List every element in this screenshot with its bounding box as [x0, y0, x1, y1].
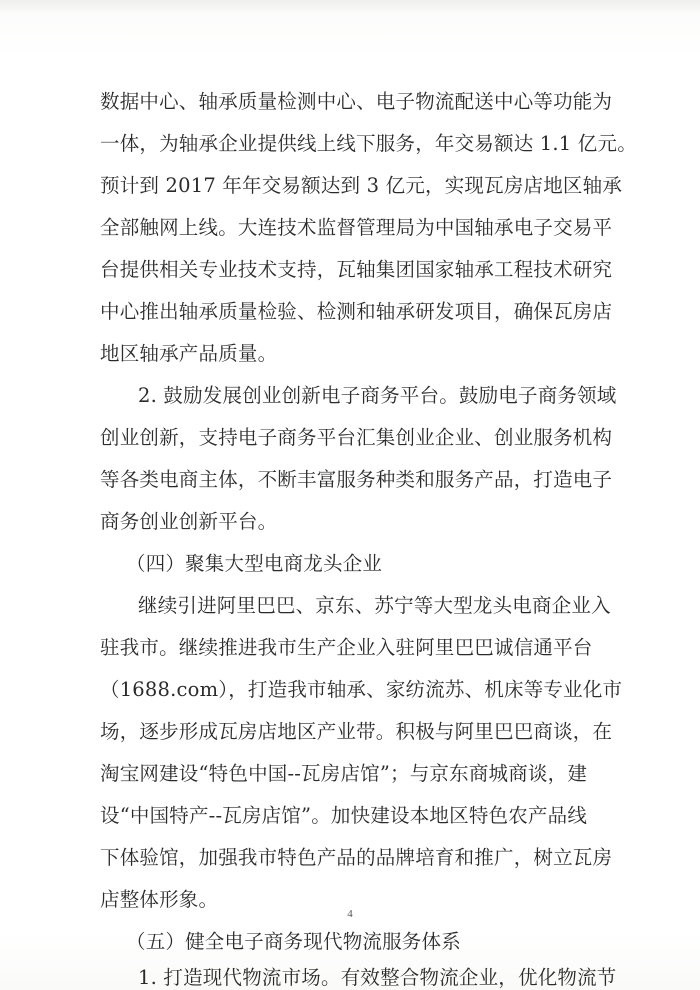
text-line-13: 继续引进阿里巴巴、京东、苏宁等大型龙头电商企业入: [138, 594, 611, 617]
text-line-11: 商务创业创新平台。: [100, 510, 278, 533]
scan-shadow: [0, 0, 700, 14]
text-line-16: 场，逐步形成瓦房店地区产业带。积极与阿里巴巴商谈，在: [100, 720, 613, 743]
text-line-17: 淘宝网建设“特色中国--瓦房店馆”；与京东商城商谈，建: [100, 762, 588, 785]
text-line-3: 预计到 2017 年年交易额达到 3 亿元，实现瓦房店地区轴承: [100, 174, 623, 197]
text-line-20: 店整体形象。: [100, 888, 219, 911]
text-line-8: 2. 鼓励发展创业创新电子商务平台。鼓励电子商务领域: [138, 384, 617, 407]
text-line-14: 驻我市。继续推进我市生产企业入驻阿里巴巴诚信通平台: [100, 636, 593, 659]
text-line-10: 等各类电商主体，不断丰富服务种类和服务产品，打造电子: [100, 468, 613, 491]
text-line-15: （1688.com），打造我市轴承、家纺流苏、机床等专业化市: [100, 678, 623, 701]
text-line-5: 台提供相关专业技术支持，瓦轴集团国家轴承工程技术研究: [100, 258, 613, 281]
page-number: 4: [347, 908, 353, 920]
text-line-2: 一体，为轴承企业提供线上线下服务，年交易额达 1.1 亿元。: [100, 132, 637, 155]
text-line-4: 全部触网上线。大连技术监督管理局为中国轴承电子交易平: [100, 216, 613, 239]
text-line-18: 设“中国特产--瓦房店馆”。加快建设本地区特色农产品线: [100, 804, 588, 827]
text-line-7: 地区轴承产品质量。: [100, 342, 278, 365]
section-heading-5: （五）健全电子商务现代物流服务体系: [126, 930, 461, 953]
text-line-9: 创业创新，支持电子商务平台汇集创业企业、创业服务机构: [100, 426, 613, 449]
text-line-19: 下体验馆，加强我市特色产品的品牌培育和推广，树立瓦房: [100, 846, 613, 869]
text-line-6: 中心推出轴承质量检验、检测和轴承研发项目，确保瓦房店: [100, 300, 613, 323]
text-line-1: 数据中心、轴承质量检测中心、电子物流配送中心等功能为: [100, 90, 613, 113]
section-heading-4: （四）聚集大型电商龙头企业: [126, 552, 383, 575]
text-line-22: 1. 打造现代物流市场。有效整合物流企业，优化物流节: [138, 966, 617, 989]
